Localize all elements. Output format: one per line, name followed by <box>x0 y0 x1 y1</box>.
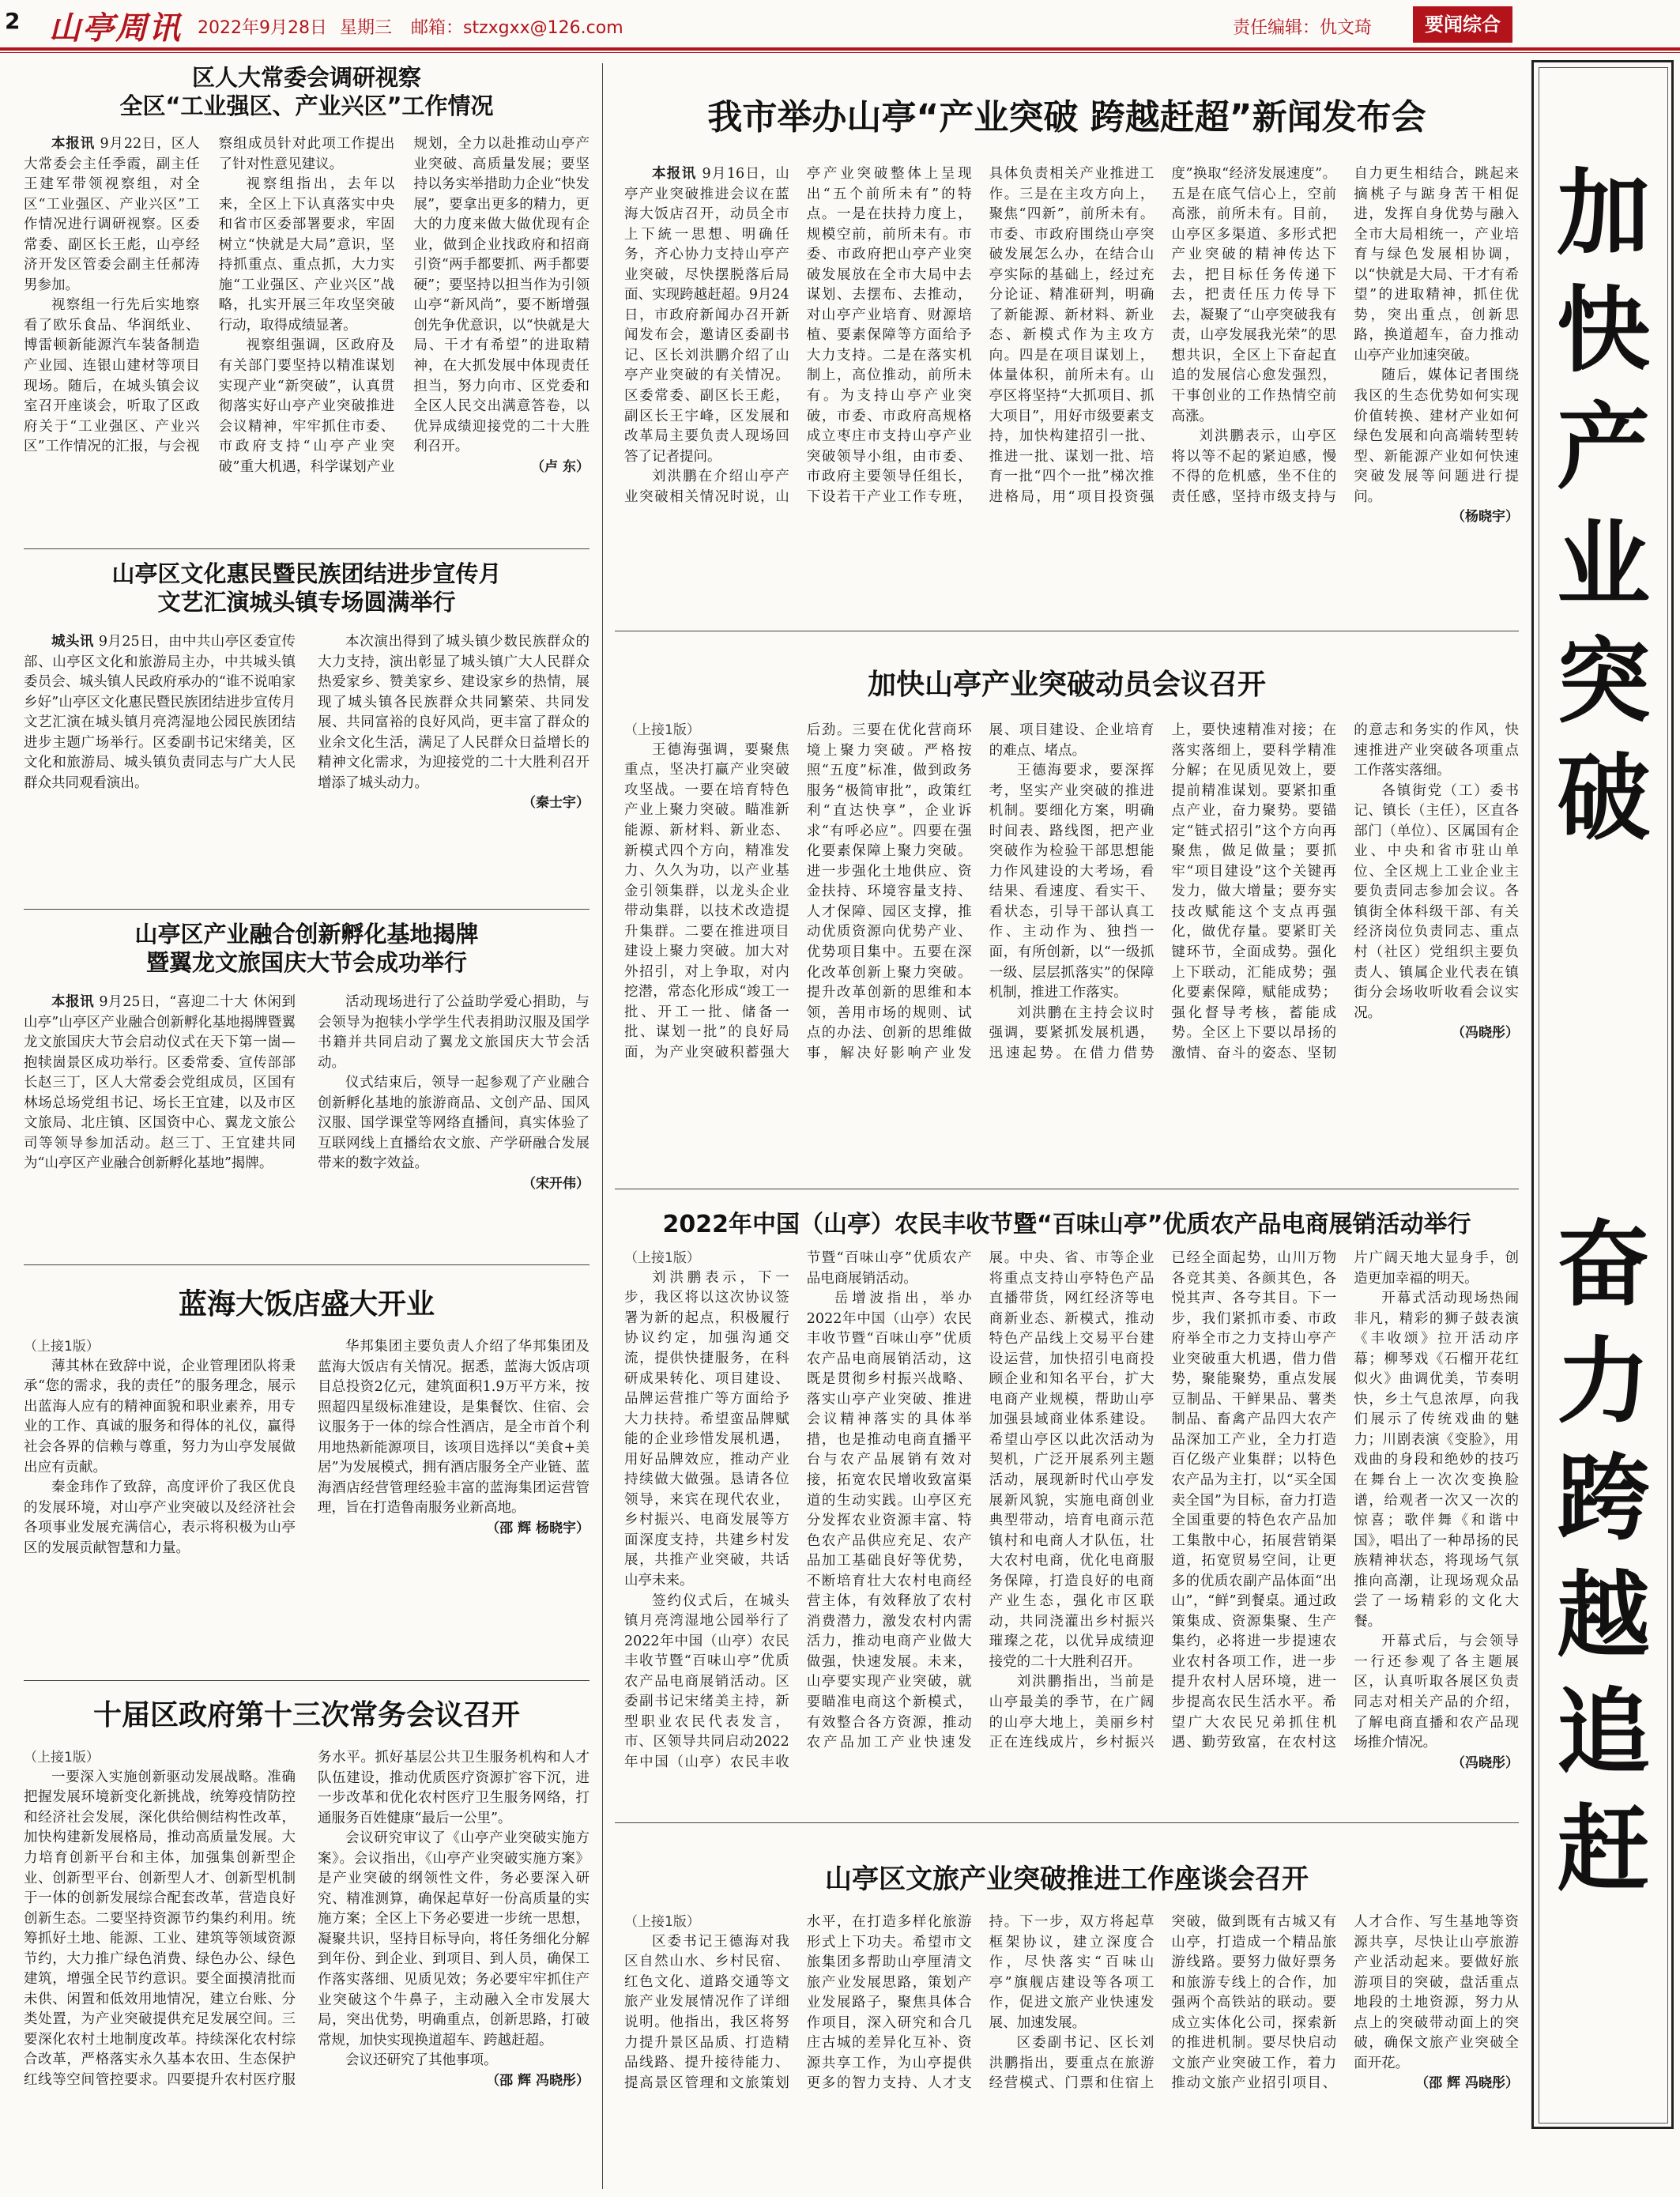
dateline: 本报讯 <box>51 994 95 1010</box>
dateline: 本报讯 <box>51 136 96 152</box>
paragraph: 视察组一行先后实地察看了欧乐食品、华润纸业、博雷顿新能源汽车装备制造产业园、连银山建材等项目现场。随后，在城头镇会议室召开座谈会，听取了区政府关于“工业强区、产业兴区”工作情况的汇报，与会视察组成员针对此项工作提出了针对性意见建议。 <box>24 136 395 455</box>
lead-paragraph <box>24 632 296 793</box>
byline: （卢 东） <box>531 458 590 475</box>
divider <box>24 1680 590 1681</box>
article-headline: 十届区政府第十三次常务会议召开 <box>92 1699 520 1732</box>
header-rule <box>0 47 1680 51</box>
paragraph: 随后，媒体记者围绕我区的生态优势如何实现价值转换、建材产业如何绿色发展和向高端转型转型、新能源产业如何快速突破发展等问题进行提问。 <box>1354 367 1519 505</box>
article-headline: 蓝海大饭店盛大开业 <box>178 1288 435 1321</box>
slogan-banner <box>1531 60 1674 2129</box>
page-number: 2 <box>5 8 21 34</box>
article-body <box>624 1912 1519 2188</box>
lead-paragraph <box>24 134 200 296</box>
byline: （邵 辉 杨晓宇） <box>486 1520 590 1536</box>
paragraph-text: 9月25日，“喜迎二十大 休闲到山亭”山亭区产业融合创新孵化基地揭牌暨翼龙文旅国庆大节会启动仪式在天下第一崮—抱犊崮景区成功举行。区委常委、宣传部部长赵三丁，区人大常委会党组成员，区国有林场总场党组书记、场长王宜建，以及市区文旅局、北庄镇、区国资中心、翼龙文旅公司等领导参加活动。赵三丁、王宜建共同为“山亭区产业融合创新孵化基地”揭牌。 <box>24 994 296 1172</box>
paragraph: 仪式结束后，领导一起参观了产业融合创新孵化基地的旅游商品、文创产品、国风汉服、国学课堂等网络直播间，真实体验了互联网线上直播给农文旅、产学研融合发展带来的数字效益。 <box>318 1075 590 1172</box>
slogan-char: 赶 <box>1556 1795 1650 1904</box>
divider <box>615 1822 1519 1823</box>
headline-line: 暨翼龙文旅国庆大节会成功举行 <box>145 949 467 977</box>
article-headline: 山亭区文旅产业突破推进工作座谈会召开 <box>825 1863 1309 1895</box>
continued-marker: （上接1版） <box>24 1339 100 1355</box>
dateline: 城头讯 <box>51 634 94 650</box>
continued-marker: （上接1版） <box>624 1250 700 1266</box>
article-body <box>624 721 1519 1179</box>
paragraph: 会议研究审议了《山亭产业突破实施方案》。会议指出，《山亭产业突破实施方案》是产业突破的纲领性文件，务必要深入研究、精准测算，确保起草好一份高质量的实施方案；全区上下务必要进一步统一思想，凝聚共识，坚持目标导向，将任务细化分解到年份、到企业、到项目、到人员，确保工作落实落细、见质见效；务必要牢牢抓住产业突破这个牛鼻子，主动融入全市发展大局，突出优势，明确重点，创新思路，打破常规，加快实现换道超车、跨越赶超。 <box>318 1830 590 2048</box>
paragraph: 一要深入实施创新驱动发展战略。准确把握发展环境新变化新挑战，统筹疫情防控和经济社会发展，深化供给侧结构性改革，加快构建新发展格局，推动高质量发展。大力培育创新平台和主体，加强集创新型企业、创新型平台、创新型人才、创新型机制于一体的创新发展综合配套改革，营造良好创新生态。二要坚持资源节约集约利用。统筹抓好土地、能源、工业、建筑等领域资源节约，大力推广绿色消费、绿色办公、绿色建筑，增强全民节约意识。要全面摸清批而未供、闲置和低效用地情况，建立台账、分类处置，为产业突破提供充足发展空间。三要深化农村土地制度改革。持续深化农村综合改革，严格落实永久基本农田、生态保护红线等空间管控要求。四要提升农村医疗服务水平。抓好基层公共卫生服务机构和人才队伍建设，推动优质医疗资源扩容下沉，进一步改革和优化农村医疗卫生服务网络，打通服务百姓健康“最后一公里”。 <box>24 1750 590 2089</box>
slogan-line-1 <box>1539 155 1667 857</box>
divider <box>24 909 590 910</box>
divider <box>24 548 590 549</box>
header-rule-thin <box>0 52 1680 53</box>
article-body <box>24 1748 590 2188</box>
paragraph-text: 9月16日，山亭产业突破推进会议在蓝海大饭店召开，动员全市上下統一思想、明确任务，齐心协力支持山亭产业突破，尽快摆脱落后局面、实现跨越赶超。9月24日，市政府新闻办召开新闻发布会，邀请区委副书记、区长刘洪鹏介绍了山亭产业突破的有关情况。区委常委、副区长王彪，副区长王宇峰，区发展和改革局主要负责人现场回答了记者提问。 <box>624 166 789 465</box>
slogan-char: 破 <box>1556 744 1650 853</box>
issue-weekday: 星期三 <box>340 18 393 38</box>
issue-date: 2022年9月28日 <box>198 18 327 38</box>
paragraph: 秦金玮作了致辞，高度评价了我区优良的发展环境，对山亭产业突破以及经济社会各项事业发展充满信心，表示将积极为山亭区的发展贡献智慧和力量。 <box>24 1479 296 1556</box>
article-headline <box>24 63 590 121</box>
article-body <box>624 1249 1519 1818</box>
headline-line: 区人大常委会调研视察 <box>191 64 421 91</box>
column-rule <box>602 63 603 2189</box>
article-body <box>624 164 1519 616</box>
slogan-char: 跨 <box>1556 1444 1650 1553</box>
byline: （冯晓彤） <box>1451 1025 1519 1042</box>
paragraph: 签约仪式后，在城头镇月亮湾湿地公园举行了2022年中国（山亭）农民丰收节暨“百味山亭”优质农产品电商展销活动。区委副书记宋绪美主持，新型职业农民代表发言，市、区领导共同启动2022年中国（山亭）农民丰收节暨“百味山亭”优质农产品电商展销活动。 <box>624 1250 972 1770</box>
article-headline <box>24 560 590 617</box>
paragraph: 活动现场进行了公益助学爱心捐助，与会领导为抱犊小学学生代表捐助汉服及国学书籍并共同启动了翼龙文旅国庆大节会活动。 <box>318 994 590 1071</box>
byline: （邵 辉 冯晓彤） <box>486 2072 590 2089</box>
masthead <box>0 0 1680 54</box>
article-body <box>24 134 590 536</box>
byline: （杨晓宇） <box>1451 509 1519 526</box>
continued-marker: （上接1版） <box>24 1750 100 1766</box>
dateline: 本报讯 <box>652 166 697 182</box>
paragraph: 区委书记王德海对我区自然山水、乡村民宿、红色文化、道路交通等文旅产业发展情况作了详细说明。他指出，我区将努力提升景区品质、打造精品线路、提升接待能力、提高景区管理和文旅策划水平，在打造多样化旅游形式上下功夫。希望市文旅集团多帮助山亭厘清文旅产业发展思路，策划产业发展路子，聚焦具体合作项目，深入研究和合几庄古城的差异化互补、资源共享工作，为山亭提供更多的智力支持、人才支持。下一步，双方将起草框架协议，建立深度合作，尽快落实“百味山亭”旗舰店建设等各项工作，促进文旅产业快速发展、加速发展。 <box>624 1914 1155 2092</box>
continued-marker: （上接1版） <box>624 722 700 738</box>
byline: （秦士宇） <box>522 795 590 812</box>
slogan-char: 越 <box>1556 1561 1650 1670</box>
article-body <box>24 632 590 899</box>
paragraph: 华邦集团主要负责人介绍了华邦集团及蓝海大饭店有关情况。据悉，蓝海大饭店项目总投资2亿元，建筑面积1.9万平方米，按照超四星级标准建设，是集餐饮、住宿、会议服务于一体的综合性酒店，是全市首个利用地热新能源项目，该项目选择以“美食+美居”为发展模式，拥有酒店服务全产业链、蓝海酒店经营管理经验丰富的蓝海集团运营管理，旨在打造鲁南服务业新高地。 <box>318 1339 590 1517</box>
paragraph: 刘洪鹏在主持会议时强调，要紧抓发展机遇，迅速起势。在借力借势上，要快速精准对接；在落实落细上，要科学精准分解；在见质见效上，要提前精准谋划。要紧扣重点产业，奋力聚势。要锚定“链式招引”这个方向再聚焦，做足做量；要抓牢“项目建设”这个关键再发力，做大增量；要夯实技改赋能这个支点再强化，做优存量。要紧盯关键环节，全面成势。强化上下联动，汇能成势；强化要素保障，赋能成势；强化督导考核，蓄能成势。全区上下要以昂扬的激情、奋斗的姿态、坚韧的意志和务实的作风，快速推进产业突破各项重点工作落实落细。 <box>989 722 1519 1061</box>
paragraph: 刘洪鹏表示，下一步，我区将以这次协议签署为新的起点，积极履行协议约定，加强沟通交流，提供快捷服务，在科研成果转化、项目建设、品牌运营推广等方面给予大力扶持。希望蛮品牌赋能的企业珍惜发展机遇，用好品牌效应，推动产业持续做大做强。恳请各位领导，来宾在现代农业，乡村振兴、电商发展等方面深度支持，共建乡村发展，共推产业突破，共话山亭未来。 <box>624 1269 789 1589</box>
lead-headline: 我市举办山亭“产业突破 跨越赶超”新闻发布会 <box>707 97 1426 138</box>
article-headline <box>24 920 590 978</box>
paragraph: 刘洪鹏在介绍山亭产业突破相关情况时说，山亭产业突破整体上呈现出“五个前所未有”的特点。一是在扶持力度上，规模空前，前所未有。市委、市政府把山亭产业突破发展放在全市大局中去谋划、去摆布、去推动，对山亭产业培育、财源培植、要素保障等方面给予大力支持。二是在落实机制上，高位推动，前所未有。为支持山亭产业突破，市委、市政府高规格成立枣庄市支持山亭产业突破领导小组，由市委、市政府主要领导任组长，下设若干产业工作专班，具体负责相关产业推进工作。三是在主攻方向上，聚焦“四新”，前所未有。市委、市政府围绕山亭突破发展怎么办，在结合山亭实际的基础上，经过充分论证、精准研判，明确了新能源、新材料、新业态、新模式作为主攻方向。四是在项目谋划上，体量体积，前所未有。山亭区将坚持“大抓项目、抓大项目”，用好市级要素支持，加快构建招引一批、推进一批、谋划一批、培育一批“四个一批”梯次推进格局，用“项目投资强度”换取“经济发展速度”。五是在底气信心上，空前高涨，前所未有。目前，山亭区多渠道、多形式把产业突破的精神传达下去，把目标任务传递下去，把责任压力传导下去，凝聚了“山亭突破我有责，山亭发展我光荣”的思想共识，全区上下奋起直追的发展信心愈发强烈，干事创业的工作热情空前高涨。 <box>624 166 1337 505</box>
divider <box>24 1264 590 1265</box>
slogan-char: 加 <box>1556 159 1650 268</box>
slogan-char: 快 <box>1556 276 1650 385</box>
headline-line: 全区“工业强区、产业兴区”工作情况 <box>119 92 494 120</box>
paragraph: 刘洪鹏表示，山亭区将以等不起的紧迫感，慢不得的危机感，坐不住的责任感，坚持市级支持与自力更生相结合，跳起来摘桃子与踮身苦干相促进，发挥自身优势与融入全市大局相统一，产业培育与绿色发展相协调，以“快就是大局、干才有希望”的进取精神，抓住优势，突出重点，创新思路，换道超车，奋力推动山亭产业加速突破。 <box>1171 166 1519 505</box>
slogan-char: 业 <box>1556 510 1650 619</box>
byline: （邵 辉 冯晓彤） <box>1415 2075 1519 2092</box>
article-body <box>24 993 590 1253</box>
headline-line: 文艺汇演城头镇专场圆满举行 <box>157 589 456 616</box>
paragraph: 岳增波指出，举办2022年中国（山亭）农民丰收节暨“百味山亭”优质农产品电商展销活动，这既是贯彻乡村振兴战略、落实山亭产业突破、推进会议精神落实的具体举措，也是推动电商直播平台与农产品展销有效对接，拓宽农民增收致富渠道的生动实践。山亭区充分发挥农业资源丰富、特色农产品供应充足、农产品加工基础良好等优势，不断培育壮大农村电商经营主体，有效释放了农村消费潜力，激发农村内需活力，推动电商产业做大做强，快速发展。未来，山亭要实现产业突破，就要瞄准电商这个新模式，有效整合各方资源，推动农产品加工产业快速发展。中央、省、市等企业将重点支持山亭特色产品直播带货，网红经济等电商新业态、新模式，推动特色产品线上交易平台建设运营，加快招引电商投顾企业和知名平台，扩大电商产业规模，帮助山亭加强县域商业体系建设。希望山亭区以此次活动为契机，广泛开展系列主题活动，展现新时代山亭发展新风貌，实施电商创业典型带动，培育电商示范镇村和电商人才队伍，壮大农村电商，优化电商服务保障，打造良好的电商产业生态，强化市区联动，共同浇灌出乡村振兴璀璨之花，以优异成绩迎接党的二十大胜利召开。 <box>806 1250 1155 1751</box>
paragraph: 王德海强调，要聚焦重点，坚决打赢产业突破攻坚战。一要在培育特色产业上聚力突破。瞄准新能源、新材料、新业态、新模式四个方向，精准发力、久久为功，以产业基金引领集群，以龙头企业带动集群，以技术改造提升集群。二要在推进项目建设上聚力突破。加大对外招引，对上争取，对内挖潜，常态化形成“竣工一批、开工一批、储备一批、谋划一批”的良好局面，为产业突破积蓄强大后劲。三要在优化营商环境上聚力突破。严格按照“五度”标准，做到政务服务“极简审批”，政策红利“直达快享”，企业诉求“有呼必应”。四要在强化要素保障上聚力突破。进一步强化土地供应、资金扶持、环境容量支持、人才保障、园区支撑，推动优质资源向优势产业、优势项目集中。五要在深化改革创新上聚力突破。提升改革创新的思维和本领，善用市场的规则、试点的办法、创新的思维做事，解决好影响产业发展、项目建设、企业培育的难点、堵点。 <box>624 722 1155 1061</box>
paragraph-text: 9月22日，区人大常委会主任季霞，副主任王建军带领视察组，对全区“工业强区、产业兴区”工作情况进行调研视察。区委常委、副区长王彪，山亭经济开发区管委会副主任郝涛男参加。 <box>24 136 200 293</box>
slogan-char: 力 <box>1556 1327 1650 1436</box>
slogan-char: 追 <box>1556 1678 1650 1787</box>
slogan-char: 奋 <box>1556 1210 1650 1319</box>
paper-logo: 山亭周讯 <box>49 9 182 47</box>
paragraph: 各镇街党（工）委书记、镇长（主任），区直各部门（单位）、区属国有企业、中央和省市驻山单位、全区规上工业企业主要负责同志参加会议。各镇街全体科级干部、有关经济岗位负责同志、重点村（社区）党组织主要负责人、镇属企业代表在镇街分会场收听收看会议实况。 <box>1354 782 1519 1021</box>
paragraph: 视察组强调，区政府及有关部门要坚持以精准谋划实现产业“新突破”，认真贯彻落实好山亭产业突破推进会议精神，牢牢抓住市委、市政府支持“山亭产业突破”重大机遇，科学谋划产业规划，全力以赴推动山亭产业突破、高质量发展；要坚持以务实举措助力企业“快发展”，要拿出更多的精力，更大的力度来做大做优现有企业，做到企业找政府和招商引资“两手都要抓、两手都要硬”；要坚持以担当作为引领山亭“新风尚”，要不断增强创先争优意识，以“快就是大局、干才有希望”的进取精神，在大抓发展中体现责任担当，努力向市、区党委和全区人民交出满意答卷，以优异成绩迎接党的二十大胜利召开。 <box>218 136 590 475</box>
article-body <box>24 1337 590 1669</box>
byline: （宋开伟） <box>522 1175 590 1192</box>
paragraph: 本次演出得到了城头镇少数民族群众的大力支持，演出彰显了城头镇广大人民群众热爱家乡、赞美家乡、建设家乡的热情，展现了城头镇各民族群众共同繁荣、共同发展、共同富裕的良好风尚，更丰富了群众的业余文化生活，满足了人民群众日益增长的精神文化需求，为迎接党的二十大胜利召开增添了城头动力。 <box>318 634 590 791</box>
article-headline: 2022年中国（山亭）农民丰收节暨“百味山亭”优质农产品电商展销活动举行 <box>662 1211 1471 1238</box>
paragraph: 王德海要求，要深挥考，坚实产业突破的推进机制。要细化方案，明确时间表、路线图，把产业突破作为检验干部思想能力作风建设的大考场，看结果、看速度、看实干、看状态，引导干部认真工作、主动作为、独挡一面，有所创新，以“一级抓一级、层层抓落实”的保障机制，推进工作落实。 <box>989 763 1155 1001</box>
slogan-char: 突 <box>1556 627 1650 736</box>
paragraph: 开幕式后，与会领导一行还参观了各主题展区，认真听取各展区负责同志对相关产品的介绍，了解电商直播和农产品现场推介情况。 <box>1354 1634 1519 1751</box>
paragraph: 视察组指出，去年以来，全区上下认真落实中央和省市区委部署要求，牢固树立“快就是大局”意识，坚持抓重点、重点抓，大力实施“工业强区、产业兴区”战略，扎实开展三年攻坚突破行动，取得成绩显著。 <box>218 176 395 334</box>
slogan-char: 产 <box>1556 393 1650 502</box>
slogan-line-2 <box>1539 1206 1667 1908</box>
byline: （冯晓彤） <box>1451 1754 1519 1771</box>
paragraph: 会议还研究了其他事项。 <box>345 2052 498 2069</box>
section-tag: 要闻综合 <box>1413 6 1512 43</box>
contact-email: 邮箱：stzxgxx@126.com <box>411 18 623 38</box>
slogan-frame <box>1539 67 1668 2124</box>
headline-line: 山亭区文化惠民暨民族团结进步宣传月 <box>111 560 502 587</box>
lead-paragraph <box>24 993 296 1174</box>
headline-line: 山亭区产业融合创新孵化基地揭牌 <box>134 921 479 948</box>
paragraph: 薄其林在致辞中说，企业管理团队将秉承“您的需求，我的责任”的服务理念，展示出蓝海人应有的精神面貌和职业素养，用专业的工作、真诚的服务和得体的礼仪，赢得社会各界的信赖与尊重，努力为山亭发展做出应有贡献。 <box>24 1358 296 1475</box>
paragraph: 刘洪鹏指出，当前是山亭最美的季节，在广阔的山亭大地上，美丽乡村正在连线成片，乡村振兴已经全面起势，山川万物各竞其美、各颜其色，各悦其声、各夸其目。下一步，我们紧抓市委、市政府举全市之力支持山亭产业突破重大机遇，借力借势，聚能聚势，重点发展豆制品、干鲜果品、薯类制品、畜禽产品四大农产品深加工产业，全力打造百亿级产业集群；以特色农产品为主打，以“买全国卖全国”为目标，奋力打造全国重要的特色农产品加工集散中心，拓展营销渠道，拓宽贸易空间，让更多的优质农副产品体面“出山”，“鲜”到餐桌。通过政策集成、资源集聚、生产集约，必将进一步提速农业农村各项工作，进一步提升农村人居环境，进一步提高农民生活水平。希望广大农民兄弟抓住机遇、勤劳致富，在农村这片广阔天地大显身手，创造更加幸福的明天。 <box>989 1250 1519 1751</box>
paragraph: 开幕式活动现场热闹非凡，精彩的狮子鼓表演《丰收颂》拉开活动序幕；柳琴戏《石榴开花红似火》曲调优美，节奏明快，乡土气息浓厚，向我们展示了传统戏曲的魅力；川剧表演《变脸》，用戏曲的身段和绝妙的技巧在舞台上一次次变换脸谱，给观者一次又一次的惊喜；歌伴舞《和谐中国》，唱出了一种昂扬的民族精神状态，将现场气氛推向高潮，让现场观众品尝了一场精彩的文化大餐。 <box>1354 1291 1519 1630</box>
paragraph-text: 9月25日，由中共山亭区委宣传部、山亭区文化和旅游局主办，中共城头镇委员会、城头镇人民政府承办的“谁不说咱家乡好”山亭区文化惠民暨民族团结进步宣传月文艺汇演在城头镇月亮湾湿地公园民族团结进步主题广场举行。区委副书记宋绪美，区文化和旅游局、城头镇负责同志与广大人民群众共同观看演出。 <box>24 634 296 791</box>
lead-paragraph <box>624 164 789 467</box>
article-headline: 加快山亭产业突破动员会议召开 <box>867 669 1266 701</box>
continued-marker: （上接1版） <box>624 1914 700 1930</box>
paragraph: 区委副书记、区长刘洪鹏指出，要重点在旅游经营模式、门票和住宿上突破，做到既有古城又有山亭，打造成一个精品旅游线路。要努力做好票务和旅游专线上的合作，加强两个高铁站的联动。要成立实体化公司，探索新的推进机制。要尽快启动文旅产业突破工作，着力推动文旅产业招引项目、人才合作、写生基地等资源共享，尽快让山亭旅游产业活动起来。要做好旅游项目的突破，盘活重点地段的土地资源，努力从点上的突破带动面上的突破，确保文旅产业突破全面开花。 <box>989 1914 1519 2092</box>
responsible-editor: 责任编辑：仇文琦 <box>1233 18 1373 38</box>
